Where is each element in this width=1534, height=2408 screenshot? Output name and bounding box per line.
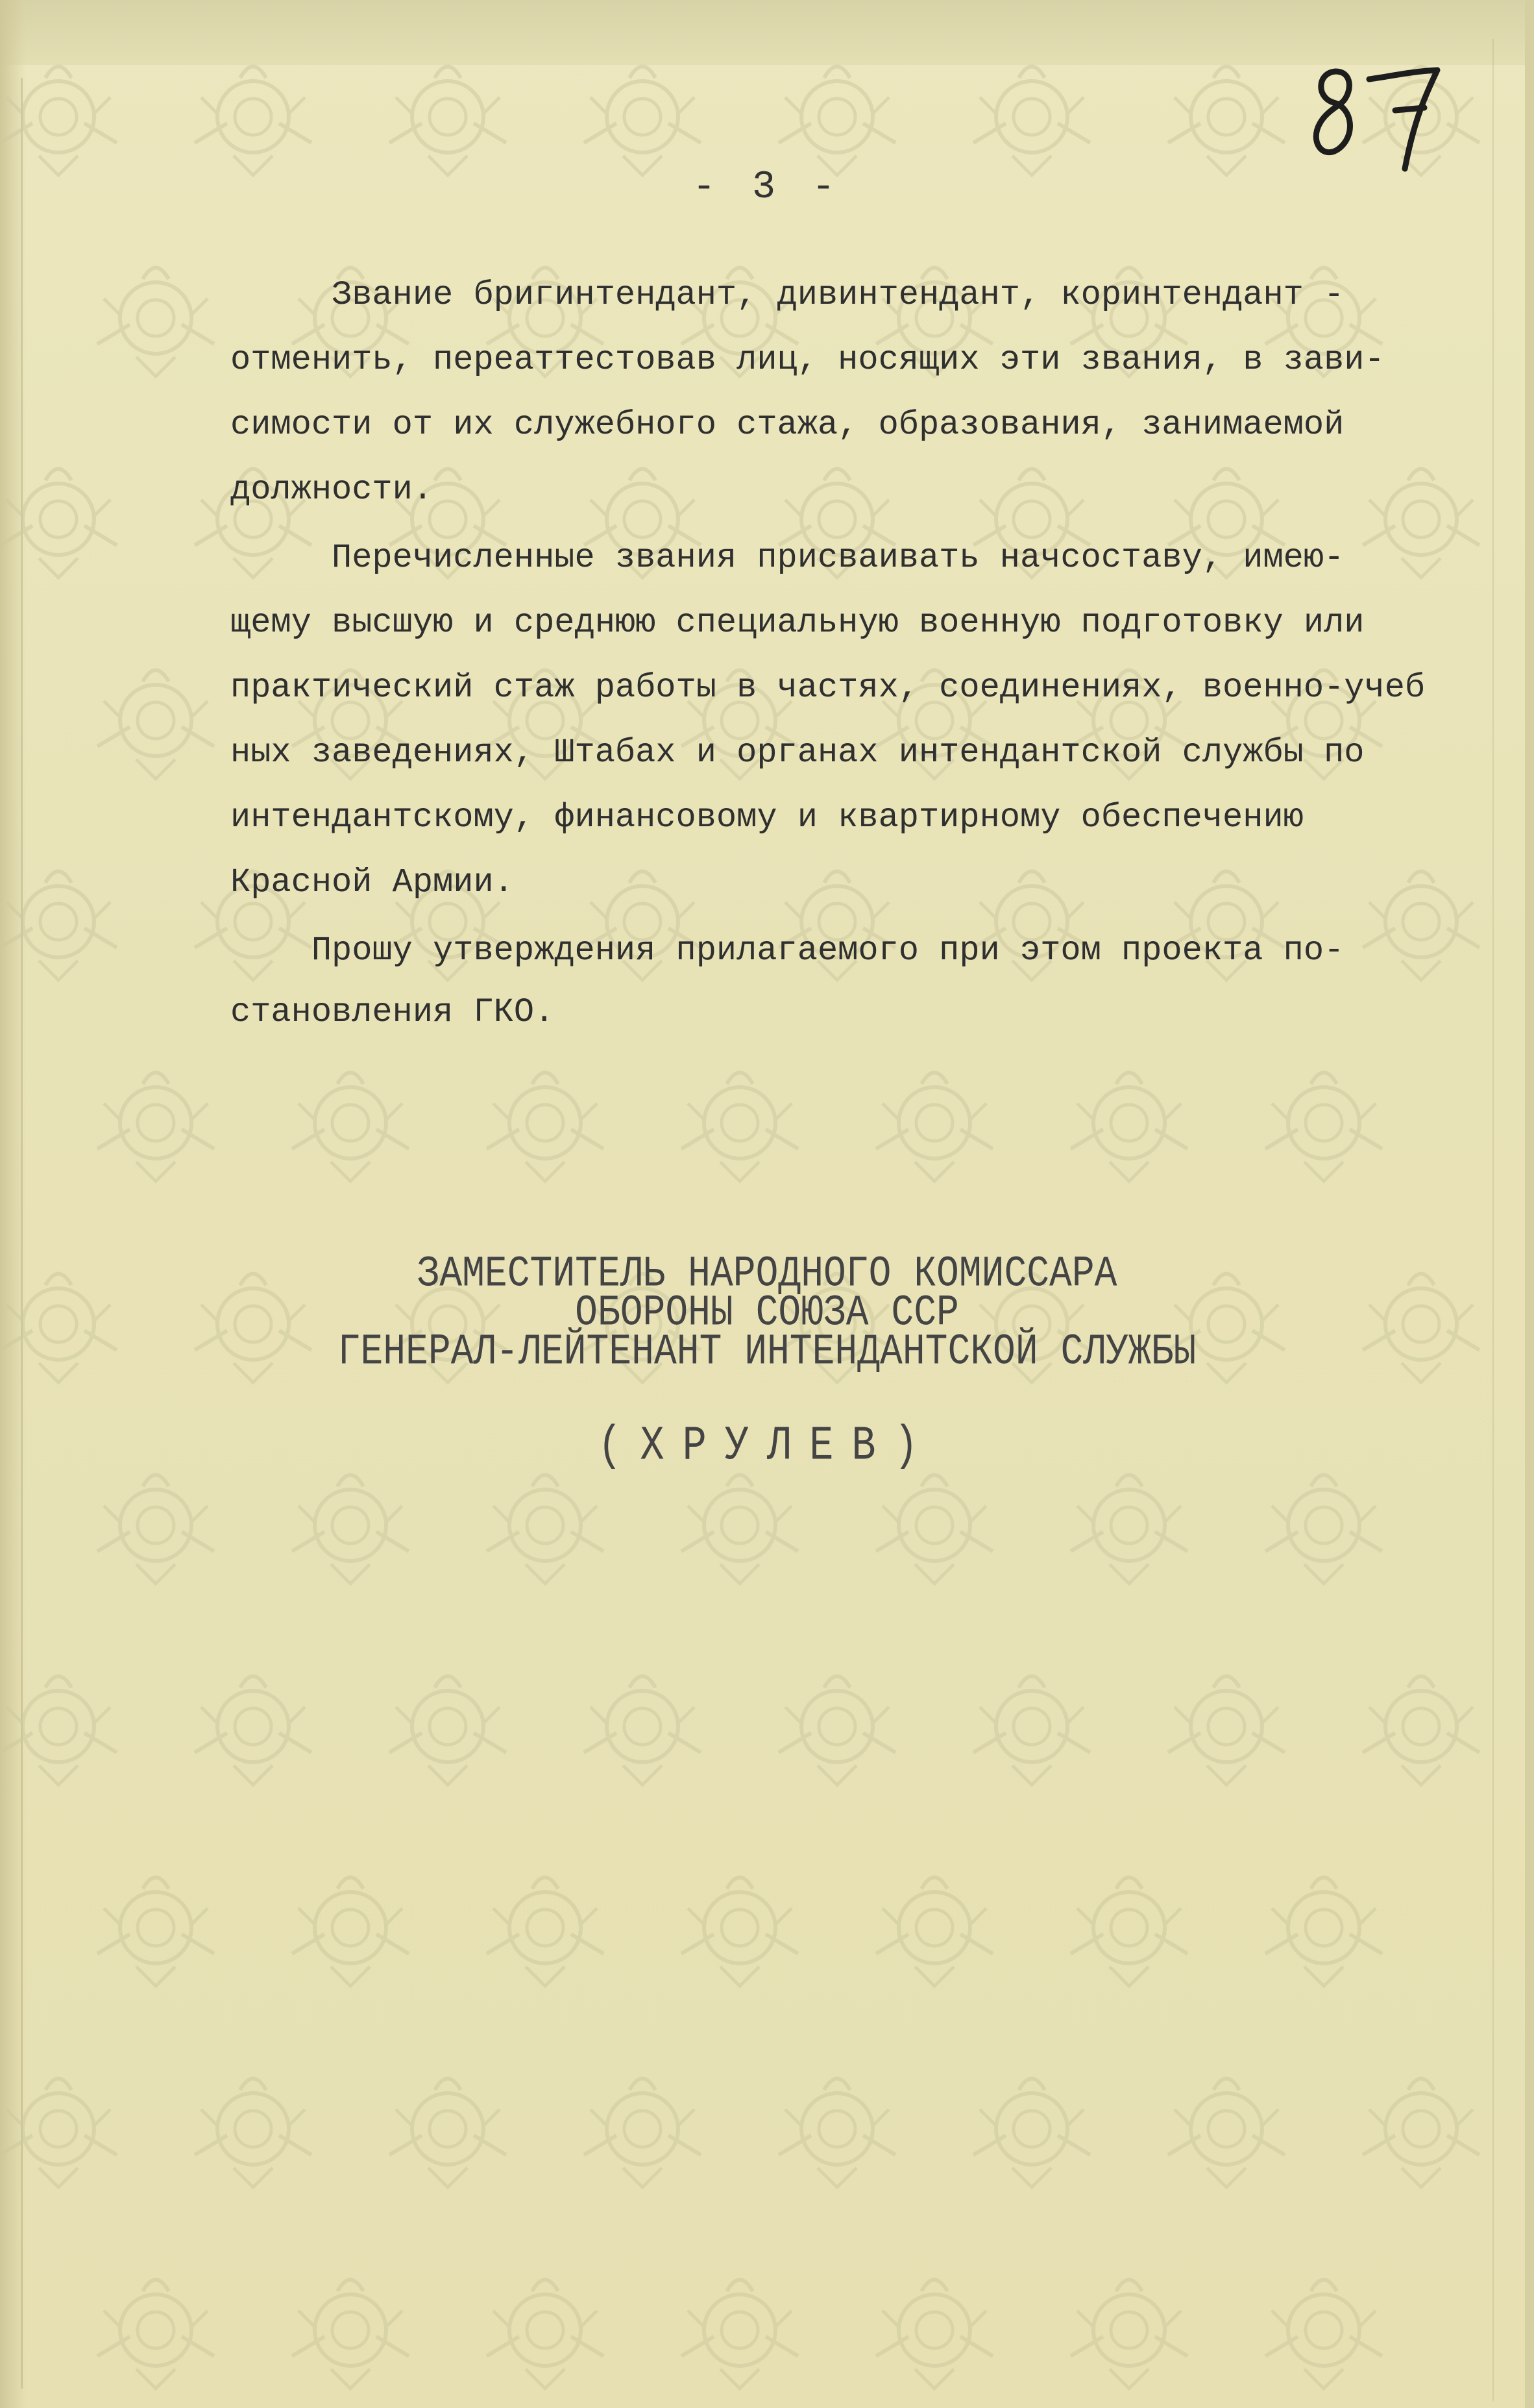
- body-text-line: интендантскому, финансовому и квартирному обеспечению: [230, 798, 1304, 837]
- paper-right-line: [1492, 39, 1494, 2402]
- archive-emblem-icon: [1071, 1475, 1187, 1584]
- archive-emblem-icon: [1168, 2079, 1285, 2188]
- archive-emblem-icon: [1168, 67, 1285, 176]
- archive-emblem-icon: [97, 1475, 214, 1584]
- archive-emblem-icon: [487, 1878, 603, 1987]
- archive-emblem-icon: [876, 1878, 993, 1987]
- signature-title-line-1: ЗАМЕСТИТЕЛЬ НАРОДНОГО КОМИССАРА: [417, 1250, 1117, 1299]
- archive-emblem-icon: [1265, 1073, 1382, 1182]
- archive-emblem-icon: [97, 670, 214, 780]
- archive-emblem-icon: [487, 1475, 603, 1584]
- archive-emblem-icon: [1265, 1475, 1382, 1584]
- page-number: - 3 -: [692, 166, 842, 210]
- body-text-line: Звание бригинтендант, дивинтендант, коринтендант -: [230, 276, 1345, 314]
- archive-emblem-icon: [1265, 2280, 1382, 2389]
- archive-emblem-icon: [681, 2280, 798, 2389]
- archive-emblem-icon: [1363, 1677, 1479, 1786]
- archive-emblem-icon: [584, 2079, 701, 2188]
- archive-emblem-icon: [292, 1878, 409, 1987]
- body-text-line: щему высшую и среднюю специальную военную подготовку или: [230, 604, 1365, 642]
- signature-title-line-3: ГЕНЕРАЛ-ЛЕЙТЕНАНТ ИНТЕНДАНТСКОЙ СЛУЖБЫ: [337, 1328, 1197, 1377]
- archive-emblem-icon: [292, 2280, 409, 2389]
- body-text-line: практический стаж работы в частях, соединениях, военно-учеб: [230, 669, 1426, 707]
- archive-emblem-icon: [876, 1475, 993, 1584]
- body-text-line: становления ГКО.: [230, 993, 555, 1031]
- archive-emblem-icon: [973, 2079, 1090, 2188]
- archive-emblem-icon: [876, 1073, 993, 1182]
- archive-emblem-icon: [97, 268, 214, 377]
- archive-emblem-icon: [195, 1677, 311, 1786]
- body-text-line: отменить, переаттестовав лиц, носящих эти звания, в зави-: [230, 341, 1385, 379]
- archive-emblem-icon: [681, 1475, 798, 1584]
- paper-fold-line: [21, 78, 23, 2389]
- paper-right-edge: [1525, 0, 1534, 2408]
- archive-emblem-icon: [584, 1677, 701, 1786]
- archive-emblem-icon: [97, 2280, 214, 2389]
- archive-emblem-icon: [779, 67, 895, 176]
- archive-emblem-icon: [292, 1073, 409, 1182]
- archive-emblem-icon: [487, 1073, 603, 1182]
- archive-emblem-icon: [97, 1073, 214, 1182]
- archive-emblem-icon: [876, 2280, 993, 2389]
- archive-emblem-icon: [389, 2079, 506, 2188]
- archive-emblem-icon: [292, 1475, 409, 1584]
- archive-emblem-icon: [195, 67, 311, 176]
- archive-emblem-icon: [1071, 1073, 1187, 1182]
- archive-emblem-icon: [1071, 1878, 1187, 1987]
- archive-emblem-icon: [681, 1878, 798, 1987]
- archive-emblem-icon: [1071, 2280, 1187, 2389]
- archive-emblem-icon: [1265, 1878, 1382, 1987]
- archive-emblem-icon: [681, 1073, 798, 1182]
- archive-emblem-icon: [1363, 872, 1479, 981]
- archive-emblem-icon: [97, 1878, 214, 1987]
- archive-emblem-icon: [973, 1677, 1090, 1786]
- signatory-name: (ХРУЛЕВ): [598, 1418, 936, 1474]
- signature-title-line-2: ОБОРОНЫ СОЮЗА ССР: [575, 1289, 959, 1338]
- archive-emblem-icon: [1363, 469, 1479, 578]
- body-text-line: ных заведениях, Штабах и органах интендантской службы по: [230, 733, 1365, 772]
- body-text-line: Прошу утверждения прилагаемого при этом проекта по-: [230, 931, 1345, 970]
- body-text-line: симости от их служебного стажа, образования, занимаемой: [230, 406, 1345, 444]
- archive-emblem-icon: [195, 2079, 311, 2188]
- archive-emblem-icon: [1363, 2079, 1479, 2188]
- archive-emblem-icon: [487, 2280, 603, 2389]
- body-text-line: Перечисленные звания присваивать начсоставу, имею-: [230, 539, 1345, 577]
- body-text-line: должности.: [230, 471, 433, 509]
- archive-emblem-icon: [584, 67, 701, 176]
- body-text-line: Красной Армии.: [230, 863, 514, 902]
- archive-emblem-icon: [779, 2079, 895, 2188]
- archive-emblem-icon: [973, 67, 1090, 176]
- archive-emblem-icon: [389, 67, 506, 176]
- archive-emblem-icon: [1168, 1677, 1285, 1786]
- archive-emblem-icon: [779, 1677, 895, 1786]
- archive-emblem-icon: [389, 1677, 506, 1786]
- folio-number-handwritten: [1298, 45, 1467, 175]
